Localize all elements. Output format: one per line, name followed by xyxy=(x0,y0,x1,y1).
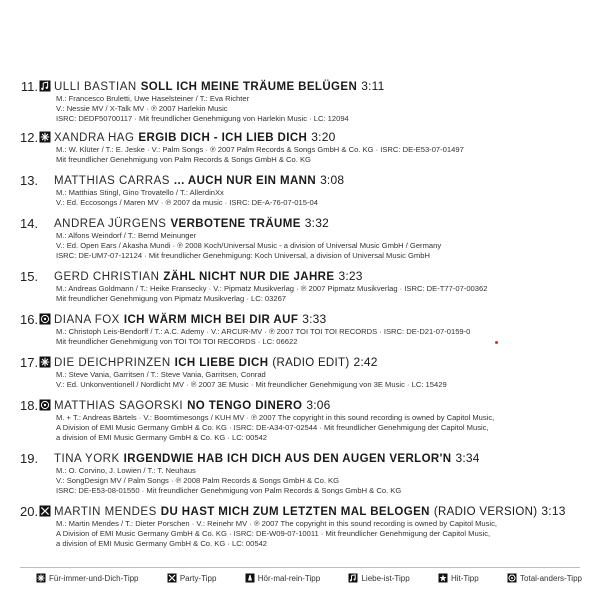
track-number: 14. xyxy=(20,215,39,231)
track-credit-line: ISRC: DE-E53-08-01550 · Mit freundlicher Genehmigung von Palm Records & Songs GmbH & Co. KG xyxy=(56,486,402,495)
track-duration: 3:11 xyxy=(361,79,385,93)
track-heading xyxy=(20,129,580,145)
track-credit-line: a division of EMI Music Germany GmbH & Co. KG · LC: 00542 xyxy=(56,433,268,442)
track-credit-line: M.: Christoph Leis-Bendorff / T.: A.C. Ademy · V.: ARCUR-MV · ℗ 2007 TOI TOI TOI RECORDS · ISRC: DE-D21-07-0159-0 xyxy=(56,327,471,336)
track-credit-line: M.: Andreas Goldmann / T.: Heike Fransecky · V.: Pipmatz Musikverlag · ℗ 2007 Pipmatz Musikverlag · ISRC: DE-T77-07-00362 xyxy=(56,284,488,293)
track-heading xyxy=(20,450,580,466)
track-title xyxy=(54,216,329,230)
track-credit-line: M.: Martin Mendes / T.: Dieter Porschen · V.: Reinehr MV · ℗ 2007 The copyright in this sound recording is owned by Capitol Music, xyxy=(56,519,498,528)
track-credit-line: M.: Steve Vania, Garritsen / T.: Steve Vania, Garritsen, Conrad xyxy=(56,370,266,379)
track-entry xyxy=(20,450,580,496)
track-heading xyxy=(20,354,580,370)
track-duration: 3:06 xyxy=(306,398,331,412)
legend-label: Für-immer-und-Dich-Tipp xyxy=(49,573,139,583)
track-entry xyxy=(20,354,580,390)
track-title xyxy=(54,451,480,465)
track-credit-line: M.: Alfons Weindorf / T.: Bernd Meinunger xyxy=(56,231,197,240)
track-title xyxy=(54,269,363,283)
party-tipp-icon xyxy=(167,573,177,583)
track-credit-line: Mit freundlicher Genehmigung von Pipmatz Musikverlag · LC: 03267 xyxy=(56,294,287,303)
track-credit-line: ISRC: DEDF50700117 · Mit freundlicher Genehmigung von Harlekin Music · LC: 12094 xyxy=(56,114,349,123)
track-artist: MATTHIAS SAGORSKI xyxy=(54,400,184,412)
track-title xyxy=(54,504,566,518)
track-song: ICH LIEBE DICH xyxy=(174,357,269,369)
track-artist: MATTHIAS CARRAS xyxy=(54,175,170,187)
legend-item xyxy=(167,573,217,583)
track-duration: 3:23 xyxy=(338,269,363,283)
divider xyxy=(20,567,580,568)
legend-label: Party-Tipp xyxy=(179,573,217,583)
track-artist: DIE DEICHPRINZEN xyxy=(54,357,171,369)
track-heading xyxy=(20,268,580,284)
party-tipp-icon xyxy=(39,505,51,517)
track-number: 17. xyxy=(20,354,39,370)
track-entry xyxy=(20,268,580,304)
track-number: 16. xyxy=(20,311,39,327)
track-artist: XANDRA HAG xyxy=(54,132,135,144)
total-anders-tipp-icon xyxy=(39,399,51,411)
track-heading xyxy=(20,172,580,188)
track-number: 11. xyxy=(20,78,38,94)
track-song: ZÄHL NICHT NUR DIE JAHRE xyxy=(163,271,335,283)
track-song: VERBOTENE TRÄUME xyxy=(170,218,301,230)
track-credit-line: V.: SongDesign MV / Palm Songs · ℗ 2008 Palm Records & Songs GmbH & Co. KG xyxy=(56,476,340,485)
legend-item xyxy=(348,573,409,583)
legend-item xyxy=(36,573,139,583)
track-duration: 3:08 xyxy=(320,173,345,187)
track-duration: 3:34 xyxy=(455,451,480,465)
track-number: 13. xyxy=(20,172,39,188)
legend-item xyxy=(507,573,582,583)
total-anders-tipp-icon xyxy=(39,313,51,325)
track-song: ... AUCH NUR EIN MANN xyxy=(173,175,317,187)
track-entry xyxy=(20,503,580,549)
track-number: 15. xyxy=(20,268,39,284)
track-title xyxy=(54,79,384,93)
track-artist: GERD CHRISTIAN xyxy=(54,271,160,283)
track-entry xyxy=(20,215,580,261)
track-song: ICH WÄRM MICH BEI DIR AUF xyxy=(123,314,299,326)
track-credit-line: M.: Matthias Stingl, Gino Trovatello / T.: AllerdinXx xyxy=(56,188,224,197)
track-heading xyxy=(20,78,580,94)
track-entry xyxy=(20,397,580,443)
track-credit-line: V.: Ed. Unkonventionell / Nordlicht MV · ℗ 2007 3E Music · Mit freundlicher Genehmigung von 3E Music · LC: 15429 xyxy=(56,380,447,389)
track-title xyxy=(54,398,330,412)
legend-item xyxy=(245,573,320,583)
track-version: (RADIO EDIT) xyxy=(272,357,350,369)
track-entry xyxy=(20,78,580,124)
track-entry xyxy=(20,129,580,165)
track-credit-line: a division of EMI Music Germany GmbH & Co. KG · LC: 00542 xyxy=(56,539,268,548)
track-credit-line: ISRC: DE-UM7-07-12124 · Mit freundlicher Genehmigung: Koch Universal, a division of Universal Music GmbH xyxy=(56,251,430,260)
track-credit-line: M.: Francesco Bruletti, Uwe Haselsteiner / T.: Eva Richter xyxy=(56,94,250,103)
track-duration: 3:33 xyxy=(302,312,327,326)
track-song: ERGIB DICH - ICH LIEB DICH xyxy=(138,132,308,144)
track-credit-line: M.: W. Klüter / T.: E. Jeske · V.: Palm Songs · ℗ 2007 Palm Records & Songs GmbH & Co. KG · ISRC: DE-E53-07-01497 xyxy=(56,145,464,154)
legend-item xyxy=(438,573,479,583)
track-duration: 3:32 xyxy=(304,216,329,230)
track-credit-line: V.: Nessie MV / X-Talk MV · ℗ 2007 Harlekin Music xyxy=(56,104,228,113)
fuer-immer-tipp-icon xyxy=(36,573,46,583)
hit-tipp-icon xyxy=(438,573,448,583)
track-song: NO TENGO DINERO xyxy=(187,400,303,412)
track-title xyxy=(54,355,378,369)
track-song: DU HAST MICH ZUM LETZTEN MAL BELOGEN xyxy=(160,506,430,518)
track-title xyxy=(54,173,344,187)
track-number: 18. xyxy=(20,397,39,413)
track-duration: 2:42 xyxy=(353,355,378,369)
legend-label: Hör-mal-rein-Tipp xyxy=(257,573,321,583)
track-artist: ULLI BASTIAN xyxy=(54,81,137,93)
track-heading xyxy=(20,503,580,519)
red-dot-mark xyxy=(495,341,498,344)
fuer-immer-tipp-icon xyxy=(39,356,51,368)
track-heading xyxy=(20,311,580,327)
track-heading xyxy=(20,215,580,231)
track-song: IRGENDWIE HAB ICH DICH AUS DEN AUGEN VERLOR'N xyxy=(123,453,452,465)
legend-label: Total-anders-Tipp xyxy=(520,573,582,583)
track-title xyxy=(54,130,335,144)
fuer-immer-tipp-icon xyxy=(39,131,51,143)
track-heading xyxy=(20,397,580,413)
track-credit-line: Mit freundlicher Genehmigung von TOI TOI TOI RECORDS · LC: 06622 xyxy=(56,337,298,346)
liebe-ist-tipp-icon xyxy=(348,573,358,583)
total-anders-tipp-icon xyxy=(507,573,517,583)
track-credit-line: M. + T.: Andreas Bärtels · V.: Boomtimesongs / KUH MV · ℗ 2007 The copyright in this sound recording is owned by Capitol Music, xyxy=(56,413,495,422)
track-credit-line: Mit freundlicher Genehmigung von Palm Records & Songs GmbH & Co. KG xyxy=(56,155,311,164)
track-number: 20. xyxy=(20,503,39,519)
track-song: SOLL ICH MEINE TRÄUME BELÜGEN xyxy=(140,81,358,93)
track-version: (RADIO VERSION) xyxy=(433,506,538,518)
track-entry xyxy=(20,172,580,208)
track-artist: ANDREA JÜRGENS xyxy=(54,218,167,230)
track-credit-line: M.: O. Corvino, J. Lowien / T.: T. Neuhaus xyxy=(56,466,196,475)
liebe-ist-tipp-icon xyxy=(39,80,51,92)
track-credit-line: V.: Ed. Eccosongs / Maren MV · ℗ 2007 da music · ISRC: DE-A-76-07-015-04 xyxy=(56,198,318,207)
track-artist: MARTIN MENDES xyxy=(54,506,157,518)
track-artist: DIANA FOX xyxy=(54,314,120,326)
track-duration: 3:20 xyxy=(311,130,336,144)
track-title xyxy=(54,312,326,326)
track-credit-line: A Division of EMI Music Germany GmbH & Co. KG · ISRC: DE-W09-07-10011 · Mit freundlicher Genehmigung der Capitol Music, xyxy=(56,529,491,538)
hoer-mal-rein-tipp-icon xyxy=(245,573,255,583)
legend-label: Hit-Tipp xyxy=(450,573,479,583)
track-duration: 3:13 xyxy=(541,504,566,518)
track-number: 19. xyxy=(20,450,39,466)
track-credit-line: A Division of EMI Music Germany GmbH & Co. KG · ISRC: DE-A34-07-02544 · Mit freundlicher Genehmigung der Capitol Music, xyxy=(56,423,489,432)
track-credit-line: V.: Ed. Open Ears / Akasha Mundi · ℗ 2008 Koch/Universal Music - a division of Universal Music GmbH / Germany xyxy=(56,241,442,250)
legend-label: Liebe-ist-Tipp xyxy=(361,573,410,583)
track-artist: TINA YORK xyxy=(54,453,120,465)
legend xyxy=(36,573,582,583)
track-number: 12. xyxy=(20,129,39,145)
